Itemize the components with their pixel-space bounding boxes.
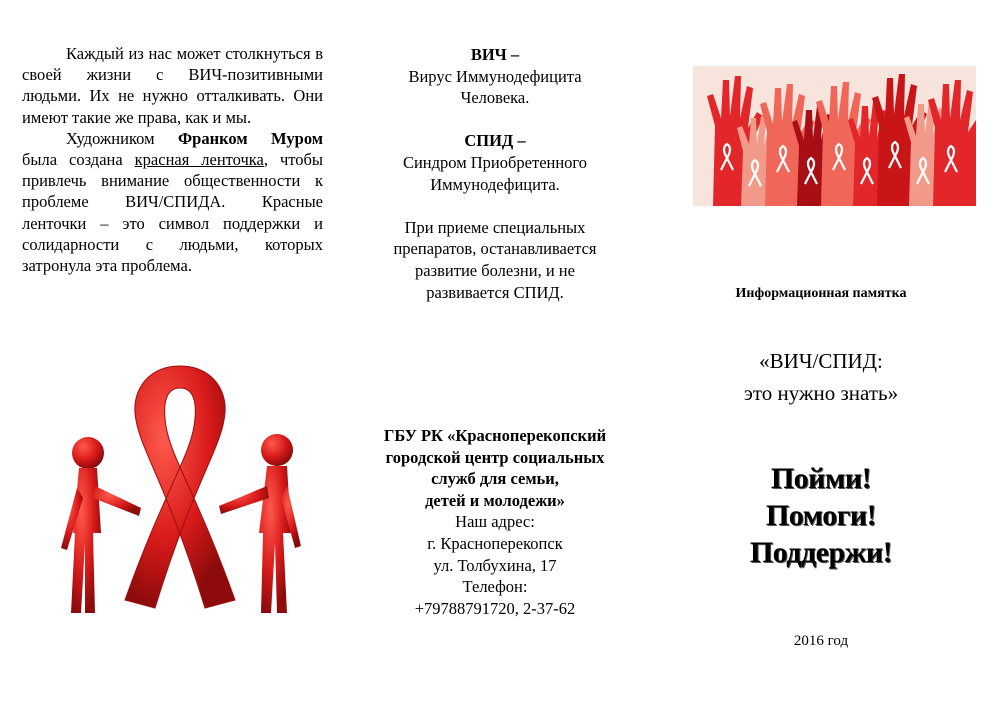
phone-number: +79788791720, 2-37-62 [414,598,576,618]
text-fragment: была создана [22,150,135,170]
address-city: г. Красноперекопск [427,533,563,553]
org-name-text: городской центр социальных [385,447,605,467]
left-panel [0,0,345,707]
slogan-support: Поддержи! [749,536,893,569]
artist-name: Франком Муром [178,128,323,148]
phone-label: Телефон: [462,577,528,597]
red-ribbon-term: красная ленточка [134,150,264,170]
treatment-line-2: препаратов, останавливается [393,239,597,259]
hiv-title [345,44,645,66]
treatment-line-3: развитие болезни, и не [415,260,575,280]
text-fragment: , чтобы привлечь внимание общественности к проблеме ВИЧ/СПИДА. Красные ленточки – это символ поддержки и солидарности с людьми, которых затронула эта проблема. [22,150,323,276]
org-name-text: детей и молодежи» [425,490,565,510]
org-name-text: служб для семьи, [431,469,559,489]
memo-label: Информационная памятка [735,286,907,301]
slogan-understand: Пойми! [770,462,872,495]
year-label: 2016 год [793,633,849,649]
slogan-help: Помоги! [765,499,877,532]
title-line-2: это нужно знать» [743,381,899,405]
red-ribbon-figures-illustration [55,358,305,628]
org-name-line-3 [345,468,645,490]
hiv-line-2: Человека. [460,88,530,108]
aids-line-2: Иммунодефицита. [430,174,560,194]
organization-contacts [345,425,645,619]
address-street: ул. Толбухина, 17 [433,555,557,575]
hiv-line-1: Вирус Иммунодефицита [408,66,582,86]
paragraph-red-ribbon [22,128,323,276]
aids-title [345,130,645,152]
hiv-term: ВИЧ – [470,45,520,64]
left-figure [61,437,141,613]
treatment-line-4: развивается СПИД. [426,282,564,302]
red-ribbon-shape [125,366,235,608]
aids-term: СПИД – [464,131,526,151]
org-name-text: ГБУ РК «Красноперекопский [383,426,607,445]
left-body-text [22,43,323,276]
address-label: Наш адрес: [455,512,535,532]
definitions-block [345,44,645,303]
paragraph-hiv-people: Каждый из нас может столкнуться в своей жизни с ВИЧ-позитивными людьми. Их не нужно отталкивать. Они имеют такие же права, как и мы. [22,44,323,127]
slogans [645,460,997,571]
right-panel [645,0,997,707]
org-name-line-2 [345,447,645,469]
treatment-line-1: При приеме специальных [404,217,586,237]
aids-line-1: Синдром Приобретенного [402,152,588,172]
right-figure [219,434,301,613]
title-line-1: «ВИЧ/СПИД: [759,349,883,373]
org-name-line-4 [345,490,645,512]
text-fragment: Художником [66,128,178,148]
raised-hands-illustration [693,66,976,206]
org-name-line-1 [345,425,645,447]
brochure-title [645,345,997,409]
middle-panel [345,0,645,707]
